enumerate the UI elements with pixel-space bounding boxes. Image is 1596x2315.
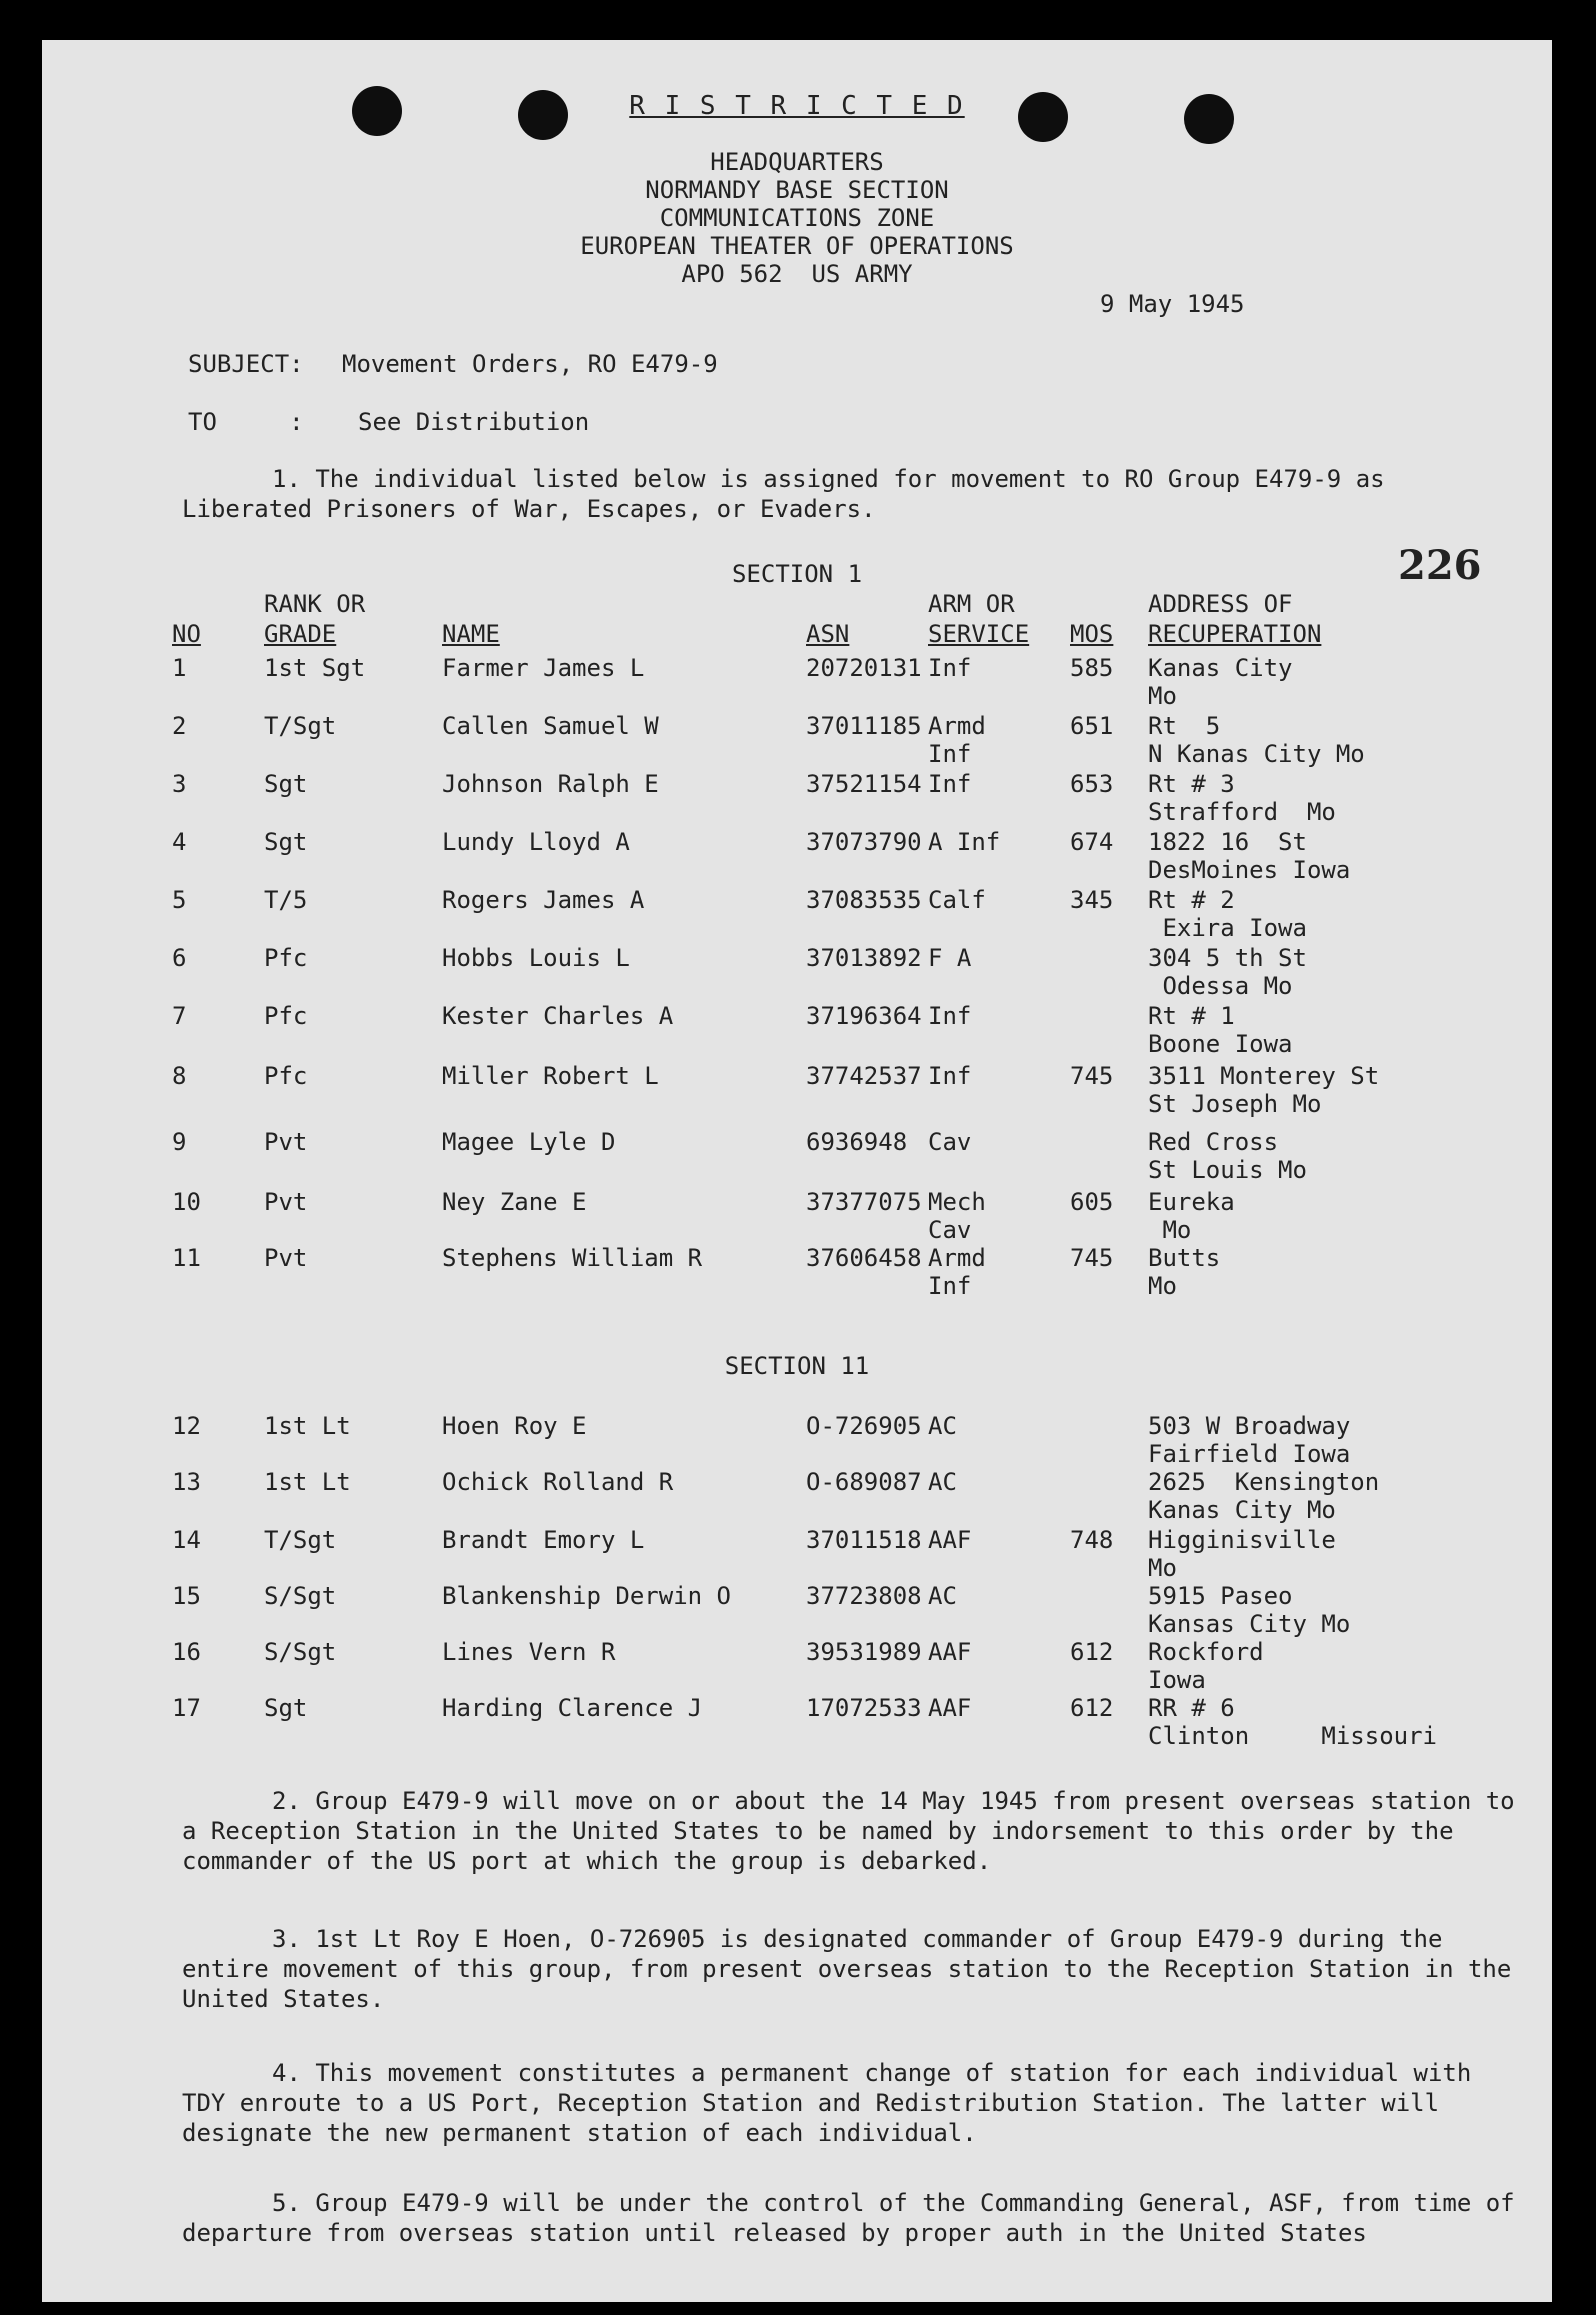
cell-addr1: RR # 6 (1148, 1694, 1235, 1722)
cell-no: 13 (172, 1468, 201, 1496)
letterhead-line: COMMUNICATIONS ZONE (659, 204, 935, 232)
cell-name: Blankenship Derwin O (442, 1582, 731, 1610)
cell-addr1: Rt # 1 (1148, 1002, 1235, 1030)
cell-addr2: Boone Iowa (1148, 1030, 1293, 1058)
to-label: TO : (188, 408, 304, 436)
section-1-title: SECTION 1 (731, 560, 863, 588)
paragraph-2: 2. Group E479-9 will move on or about the 14 May 1945 from present overseas station to a Reception Station in the United States to be named by indorsement to this order by the commander of the US port at which the group is debarked. (182, 1787, 1515, 1875)
cell-mos: 748 (1070, 1526, 1114, 1554)
cell-mos: 612 (1070, 1638, 1114, 1666)
cell-mos: 653 (1070, 770, 1114, 798)
cell-asn: 17072533 (806, 1694, 922, 1722)
cell-mos: 651 (1070, 712, 1114, 740)
cell-rank: Pvt (264, 1244, 308, 1272)
cell-asn: 37011518 (806, 1526, 922, 1554)
cell-addr2: Iowa (1148, 1666, 1206, 1694)
cell-addr1: 1822 16 St (1148, 828, 1307, 856)
cell-arm: Armd (928, 712, 986, 740)
cell-asn: O-689087 (806, 1468, 922, 1496)
cell-no: 3 (172, 770, 187, 798)
column-header-name: NAME (442, 620, 500, 648)
letterhead-line: EUROPEAN THEATER OF OPERATIONS (580, 232, 1014, 260)
cell-rank: T/5 (264, 886, 308, 914)
cell-asn: 37521154 (806, 770, 922, 798)
cell-name: Rogers James A (442, 886, 645, 914)
cell-asn: 37013892 (806, 944, 922, 972)
cell-arm: AAF (928, 1638, 972, 1666)
cell-arm: Inf (928, 1062, 972, 1090)
to-text: See Distribution (358, 408, 590, 436)
cell-addr2: Odessa Mo (1148, 972, 1293, 1000)
cell-arm: Armd (928, 1244, 986, 1272)
subject-text: Movement Orders, RO E479-9 (342, 350, 718, 378)
cell-name: Brandt Emory L (442, 1526, 645, 1554)
cell-name: Ney Zane E (442, 1188, 587, 1216)
column-header-no: NO (172, 620, 201, 648)
cell-rank: Sgt (264, 770, 308, 798)
page-number: 226 (1398, 542, 1482, 589)
cell-arm: Cav (928, 1128, 972, 1156)
cell-name: Hobbs Louis L (442, 944, 630, 972)
cell-no: 11 (172, 1244, 201, 1272)
cell-name: Lundy Lloyd A (442, 828, 630, 856)
cell-asn: 37011185 (806, 712, 922, 740)
cell-no: 15 (172, 1582, 201, 1610)
column-header-rank: GRADE (264, 620, 337, 648)
cell-addr2: Fairfield Iowa (1148, 1440, 1351, 1468)
column-header-address: RECUPERATION (1148, 620, 1322, 648)
cell-arm: Inf (928, 654, 972, 682)
cell-rank: Pfc (264, 944, 308, 972)
document-page (42, 40, 1552, 2302)
cell-arm2: Cav (928, 1216, 972, 1244)
cell-addr1: 5915 Paseo (1148, 1582, 1293, 1610)
cell-addr1: Rt # 3 (1148, 770, 1235, 798)
cell-addr2: N Kanas City Mo (1148, 740, 1365, 768)
cell-arm: AC (928, 1468, 957, 1496)
order-date: 9 May 1945 (1100, 290, 1245, 318)
cell-no: 9 (172, 1128, 187, 1156)
column-header-rank-top: RANK OR (264, 590, 366, 618)
cell-arm2: Inf (928, 1272, 972, 1300)
cell-rank: 1st Lt (264, 1468, 351, 1496)
cell-no: 8 (172, 1062, 187, 1090)
cell-name: Miller Robert L (442, 1062, 659, 1090)
cell-addr2: Clinton Missouri (1148, 1722, 1437, 1750)
cell-rank: T/Sgt (264, 1526, 337, 1554)
cell-name: Johnson Ralph E (442, 770, 659, 798)
cell-arm: AAF (928, 1694, 972, 1722)
cell-addr2: St Louis Mo (1148, 1156, 1307, 1184)
cell-mos: 605 (1070, 1188, 1114, 1216)
cell-asn: 37606458 (806, 1244, 922, 1272)
cell-arm: A Inf (928, 828, 1001, 856)
cell-addr2: Mo (1148, 1554, 1177, 1582)
cell-asn: 37073790 (806, 828, 922, 856)
cell-addr2: Mo (1148, 682, 1177, 710)
cell-name: Stephens William R (442, 1244, 703, 1272)
cell-no: 12 (172, 1412, 201, 1440)
cell-asn: 37083535 (806, 886, 922, 914)
cell-arm2: Inf (928, 740, 972, 768)
cell-rank: Pvt (264, 1188, 308, 1216)
cell-addr1: Rt # 2 (1148, 886, 1235, 914)
cell-addr1: Rockford (1148, 1638, 1264, 1666)
cell-rank: Pvt (264, 1128, 308, 1156)
cell-rank: Sgt (264, 828, 308, 856)
cell-addr2: Mo (1148, 1272, 1177, 1300)
cell-addr2: Exira Iowa (1148, 914, 1307, 942)
cell-name: Harding Clarence J (442, 1694, 703, 1722)
cell-name: Lines Vern R (442, 1638, 616, 1666)
cell-asn: O-726905 (806, 1412, 922, 1440)
cell-no: 16 (172, 1638, 201, 1666)
cell-no: 1 (172, 654, 187, 682)
cell-no: 14 (172, 1526, 201, 1554)
column-header-arm: SERVICE (928, 620, 1030, 648)
cell-arm: Mech (928, 1188, 986, 1216)
cell-rank: S/Sgt (264, 1638, 337, 1666)
paragraph-3: 3. 1st Lt Roy E Hoen, O-726905 is designated commander of Group E479-9 during the entire movement of this group, from present overseas station to the Reception Station in the United States. (182, 1925, 1512, 2013)
cell-rank: S/Sgt (264, 1582, 337, 1610)
cell-asn: 37377075 (806, 1188, 922, 1216)
cell-no: 10 (172, 1188, 201, 1216)
cell-asn: 39531989 (806, 1638, 922, 1666)
column-header-address-top: ADDRESS OF (1148, 590, 1293, 618)
cell-name: Hoen Roy E (442, 1412, 587, 1440)
cell-mos: 345 (1070, 886, 1114, 914)
cell-addr2: DesMoines Iowa (1148, 856, 1351, 884)
column-header-arm-top: ARM OR (928, 590, 1015, 618)
cell-no: 7 (172, 1002, 187, 1030)
cell-arm: Inf (928, 770, 972, 798)
cell-addr1: 503 W Broadway (1148, 1412, 1351, 1440)
cell-name: Callen Samuel W (442, 712, 659, 740)
cell-addr2: Kansas City Mo (1148, 1610, 1351, 1638)
subject-label: SUBJECT: (188, 350, 304, 378)
cell-arm: Calf (928, 886, 986, 914)
column-header-mos: MOS (1070, 620, 1114, 648)
column-header-asn: ASN (806, 620, 850, 648)
cell-rank: T/Sgt (264, 712, 337, 740)
cell-asn: 37723808 (806, 1582, 922, 1610)
cell-rank: Sgt (264, 1694, 308, 1722)
cell-addr2: Mo (1148, 1216, 1192, 1244)
cell-no: 17 (172, 1694, 201, 1722)
cell-addr1: Red Cross (1148, 1128, 1279, 1156)
cell-addr1: Kanas City (1148, 654, 1293, 682)
cell-rank: 1st Lt (264, 1412, 351, 1440)
paragraph-1: 1. The individual listed below is assigned for movement to RO Group E479-9 as Liberated Prisoners of War, Escapes, or Evaders. (182, 465, 1385, 523)
paragraph-4: 4. This movement constitutes a permanent change of station for each individual with TDY enroute to a US Port, Reception Station and Redistribution Station. The latter will designate the new permanent station of each individual. (182, 2059, 1472, 2147)
cell-addr1: Eureka (1148, 1188, 1235, 1216)
cell-no: 2 (172, 712, 187, 740)
cell-asn: 37196364 (806, 1002, 922, 1030)
cell-name: Ochick Rolland R (442, 1468, 674, 1496)
cell-no: 5 (172, 886, 187, 914)
cell-addr1: 2625 Kensington (1148, 1468, 1380, 1496)
cell-addr2: Strafford Mo (1148, 798, 1336, 826)
cell-mos: 585 (1070, 654, 1114, 682)
cell-name: Farmer James L (442, 654, 645, 682)
cell-asn: 37742537 (806, 1062, 922, 1090)
cell-asn: 6936948 (806, 1128, 908, 1156)
cell-addr1: 3511 Monterey St (1148, 1062, 1380, 1090)
cell-arm: AAF (928, 1526, 972, 1554)
cell-addr1: Butts (1148, 1244, 1221, 1272)
cell-arm: AC (928, 1412, 957, 1440)
cell-mos: 674 (1070, 828, 1114, 856)
paragraph-5: 5. Group E479-9 will be under the control of the Commanding General, ASF, from time of departure from overseas station until released by proper auth in the United States (182, 2189, 1515, 2247)
cell-mos: 745 (1070, 1062, 1114, 1090)
cell-name: Magee Lyle D (442, 1128, 616, 1156)
cell-addr1: Higginisville (1148, 1526, 1336, 1554)
cell-rank: 1st Sgt (264, 654, 366, 682)
classification-marking: R I S T R I C T E D (629, 91, 965, 121)
letterhead-line: HEADQUARTERS (710, 148, 884, 176)
cell-addr2: St Joseph Mo (1148, 1090, 1322, 1118)
section-2-title: SECTION 11 (724, 1352, 870, 1380)
cell-addr1: 304 5 th St (1148, 944, 1307, 972)
cell-addr2: Kanas City Mo (1148, 1496, 1336, 1524)
cell-asn: 20720131 (806, 654, 922, 682)
cell-mos: 745 (1070, 1244, 1114, 1272)
cell-arm: AC (928, 1582, 957, 1610)
cell-no: 6 (172, 944, 187, 972)
cell-rank: Pfc (264, 1062, 308, 1090)
cell-mos: 612 (1070, 1694, 1114, 1722)
cell-no: 4 (172, 828, 187, 856)
cell-addr1: Rt 5 (1148, 712, 1221, 740)
letterhead-line: APO 562 US ARMY (681, 260, 913, 288)
cell-rank: Pfc (264, 1002, 308, 1030)
cell-arm: F A (928, 944, 972, 972)
cell-name: Kester Charles A (442, 1002, 674, 1030)
letterhead-line: NORMANDY BASE SECTION (645, 176, 949, 204)
cell-arm: Inf (928, 1002, 972, 1030)
